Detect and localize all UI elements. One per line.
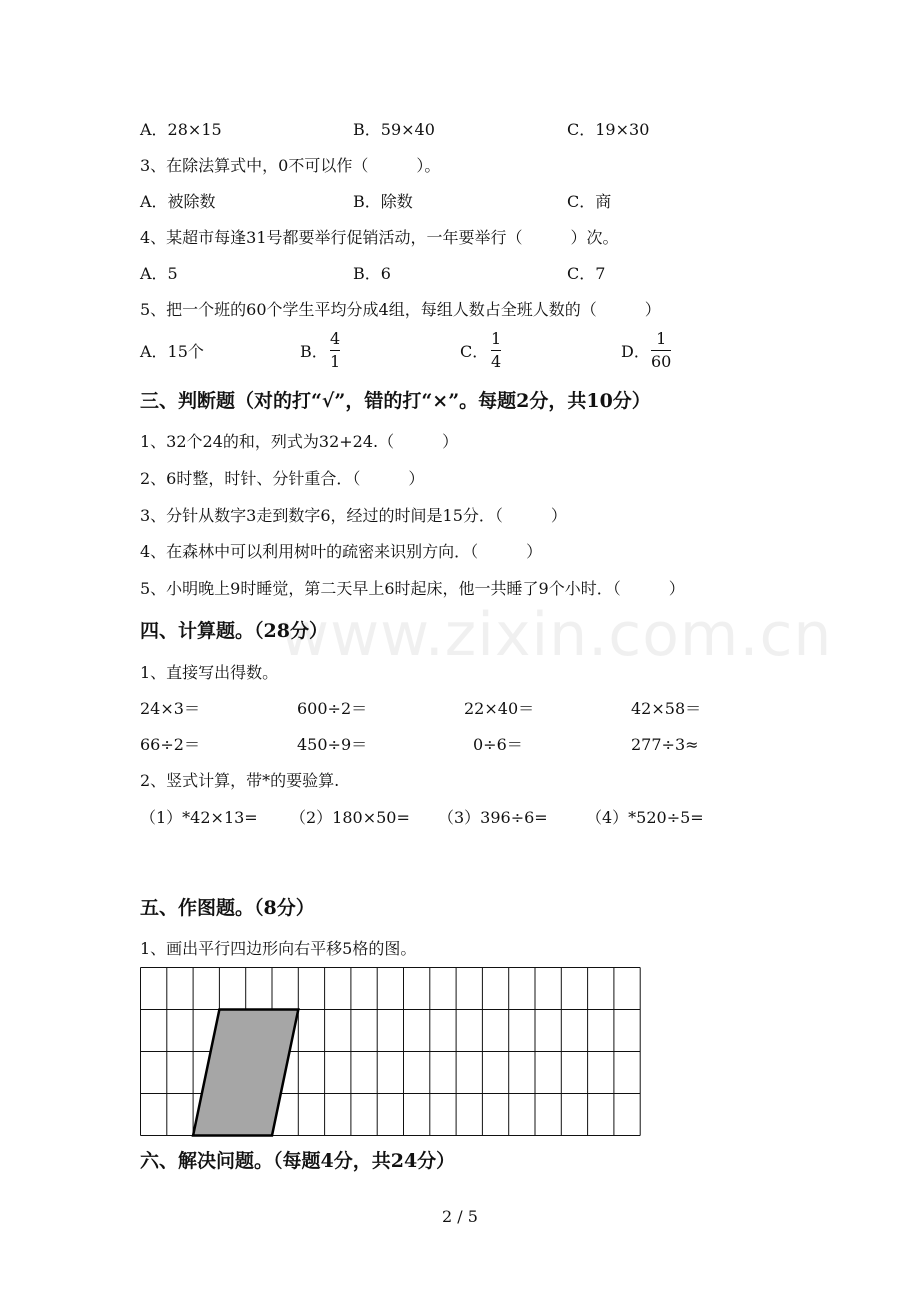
calc-item: 22×40＝	[464, 699, 535, 718]
q4-option-c: C．7	[567, 264, 606, 283]
fraction-denominator: 4	[491, 352, 502, 371]
q5-option-a: A．15个	[140, 342, 204, 361]
q5-option-d-label: D．	[621, 342, 650, 361]
vertical-calc-item: （4）*520÷5=	[586, 808, 704, 827]
section6-title: 六、解决问题。（每题4分，共24分）	[140, 1150, 456, 1172]
q5-text: 5、把一个班的60个学生平均分成4组，每组人数占全班人数的（ ）	[140, 300, 661, 319]
calc-item: 24×3＝	[140, 699, 200, 718]
fraction-denominator: 60	[651, 352, 672, 371]
q5-option-d-fraction	[651, 330, 671, 371]
q2-option-c: C．19×30	[567, 120, 650, 139]
calc-q1-text: 1、直接写出得数。	[140, 663, 279, 682]
vertical-calc-item: （3）396÷6=	[438, 808, 548, 827]
page-number: 2 / 5	[442, 1207, 478, 1226]
fraction-bar	[651, 350, 671, 351]
q2-option-a: A．28×15	[140, 120, 222, 139]
q5-option-c-label: C．	[460, 342, 489, 361]
calc-item: 42×58＝	[631, 699, 702, 718]
q5-option-c-fraction	[491, 330, 501, 371]
translation-grid	[139, 966, 670, 1137]
watermark: www.zixin.com.cn	[280, 600, 833, 670]
judge-item-1: 1、32个24的和，列式为32+24.（ ）	[140, 432, 459, 451]
fraction-denominator: 1	[330, 352, 341, 371]
fraction-numerator: 4	[330, 329, 341, 348]
q2-option-b: B．59×40	[353, 120, 435, 139]
fraction-numerator: 1	[656, 329, 667, 348]
judge-item-3: 3、分针从数字3走到数字6，经过的时间是15分．（ ）	[140, 506, 567, 525]
calc-item: 277÷3≈	[631, 735, 699, 754]
section4-title: 四、计算题。（28分）	[140, 620, 328, 642]
q3-option-b: B．除数	[353, 192, 413, 211]
fraction-bar	[491, 350, 501, 351]
calc-q2-text: 2、竖式计算，带*的要验算.	[140, 771, 340, 790]
q4-option-b: B．6	[353, 264, 391, 283]
section3-title: 三、判断题（对的打“√”，错的打“×”。每题2分，共10分）	[140, 390, 651, 412]
draw-q1-text: 1、画出平行四边形向右平移5格的图。	[140, 939, 417, 958]
calc-item: 0÷6＝	[473, 735, 523, 754]
q5-option-b-fraction	[330, 330, 340, 371]
q5-option-b-label: B．	[300, 342, 328, 361]
calc-item: 450÷9＝	[297, 735, 368, 754]
q4-option-a: A．5	[140, 264, 178, 283]
q3-option-c: C．商	[567, 192, 612, 211]
calc-item: 66÷2＝	[140, 735, 200, 754]
q3-option-a: A．被除数	[140, 192, 216, 211]
parallelogram-shape	[193, 1010, 298, 1136]
section5-title: 五、作图题。（8分）	[140, 897, 315, 919]
judge-item-5: 5、小明晚上9时睡觉，第二天早上6时起床，他一共睡了9个小时．（ ）	[140, 579, 685, 598]
vertical-calc-item: （2）180×50=	[290, 808, 410, 827]
calc-item: 600÷2＝	[297, 699, 368, 718]
vertical-calc-item: （1）*42×13=	[140, 808, 258, 827]
q4-text: 4、某超市每逢31号都要举行促销活动，一年要举行（ ）次。	[140, 228, 619, 247]
fraction-numerator: 1	[491, 329, 502, 348]
fraction-bar	[330, 350, 340, 351]
judge-item-2: 2、6时整，时针、分针重合．（ ）	[140, 469, 425, 488]
q3-text: 3、在除法算式中，0不可以作（ ）。	[140, 156, 441, 175]
judge-item-4: 4、在森林中可以利用树叶的疏密来识别方向．（ ）	[140, 542, 543, 561]
